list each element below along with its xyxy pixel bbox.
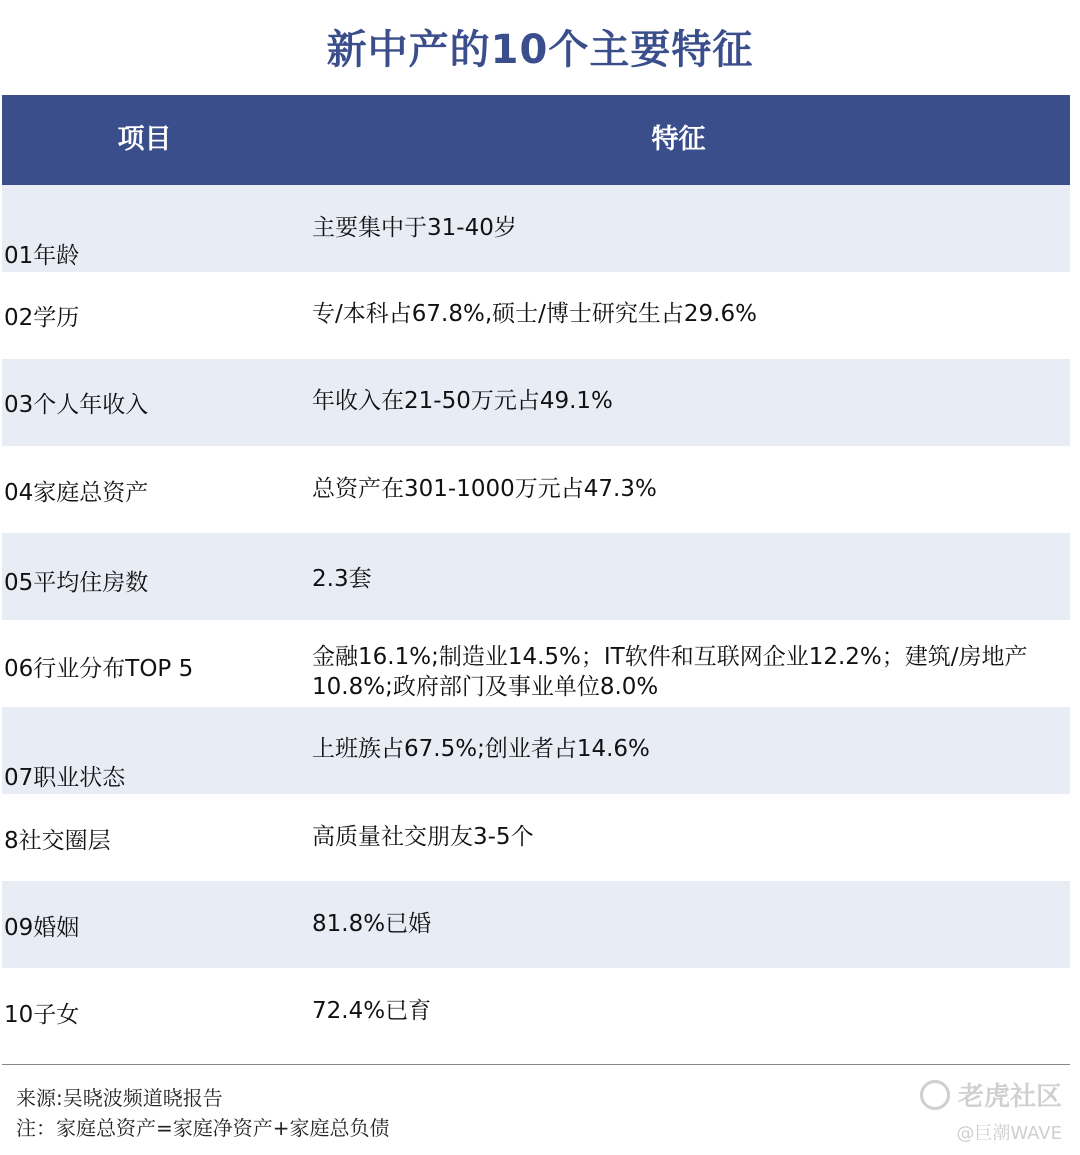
table-row [2, 359, 1070, 446]
row-item: 06行业分布TOP 5 [4, 656, 194, 682]
table-row [2, 620, 1070, 707]
row-feature: 上班族占67.5%;创业者占14.6% [312, 736, 650, 762]
page-title: 新中产的10个主要特征 [326, 27, 754, 73]
table-row [2, 272, 1070, 359]
table-row [2, 881, 1070, 968]
row-feature: 81.8%已婚 [312, 911, 432, 937]
footer-divider [2, 1064, 1070, 1065]
features-table [2, 95, 1070, 1055]
table-header [2, 95, 1070, 185]
row-feature: 总资产在301-1000万元占47.3% [312, 476, 657, 502]
table-row [2, 533, 1070, 620]
row-item: 07职业状态 [4, 765, 126, 791]
table-row [2, 707, 1070, 794]
header-feature: 特征 [651, 124, 706, 155]
row-feature: 高质量社交朋友3-5个 [312, 824, 534, 850]
watermark-text: 老虎社区 [957, 1082, 1062, 1112]
row-item: 03个人年收入 [4, 392, 149, 418]
row-item: 8社交圈层 [4, 828, 111, 854]
table-row [2, 185, 1070, 272]
row-item: 02学历 [4, 305, 80, 331]
definition-note: 注：家庭总资产=家庭净资产+家庭总负债 [16, 1116, 390, 1140]
tiger-logo-icon [920, 1080, 950, 1110]
row-feature: 2.3套 [312, 566, 372, 592]
row-item: 04家庭总资产 [4, 480, 149, 506]
watermark [920, 1076, 1062, 1145]
row-feature: 年收入在21-50万元占49.1% [312, 388, 613, 414]
watermark-main [920, 1076, 1062, 1113]
source-note: 来源:吴晓波频道晓报告 [16, 1086, 223, 1110]
footer [16, 1083, 390, 1143]
watermark-handle: @巨潮WAVE [956, 1123, 1062, 1144]
row-item: 09婚姻 [4, 915, 80, 941]
row-item: 01年龄 [4, 243, 80, 269]
table-row [2, 446, 1070, 533]
row-feature: 主要集中于31-40岁 [312, 215, 517, 241]
row-feature: 72.4%已育 [312, 998, 432, 1024]
row-feature: 金融16.1%;制造业14.5%；IT软件和互联网企业12.2%；建筑/房地产10.8%;政府部门及事业单位8.0% [312, 644, 1028, 700]
header-item: 项目 [117, 124, 172, 155]
row-item: 05平均住房数 [4, 570, 149, 596]
table-row [2, 968, 1070, 1055]
table-row [2, 794, 1070, 881]
row-feature: 专/本科占67.8%,硕士/博士研究生占29.6% [312, 301, 757, 327]
row-item: 10子女 [4, 1002, 80, 1028]
